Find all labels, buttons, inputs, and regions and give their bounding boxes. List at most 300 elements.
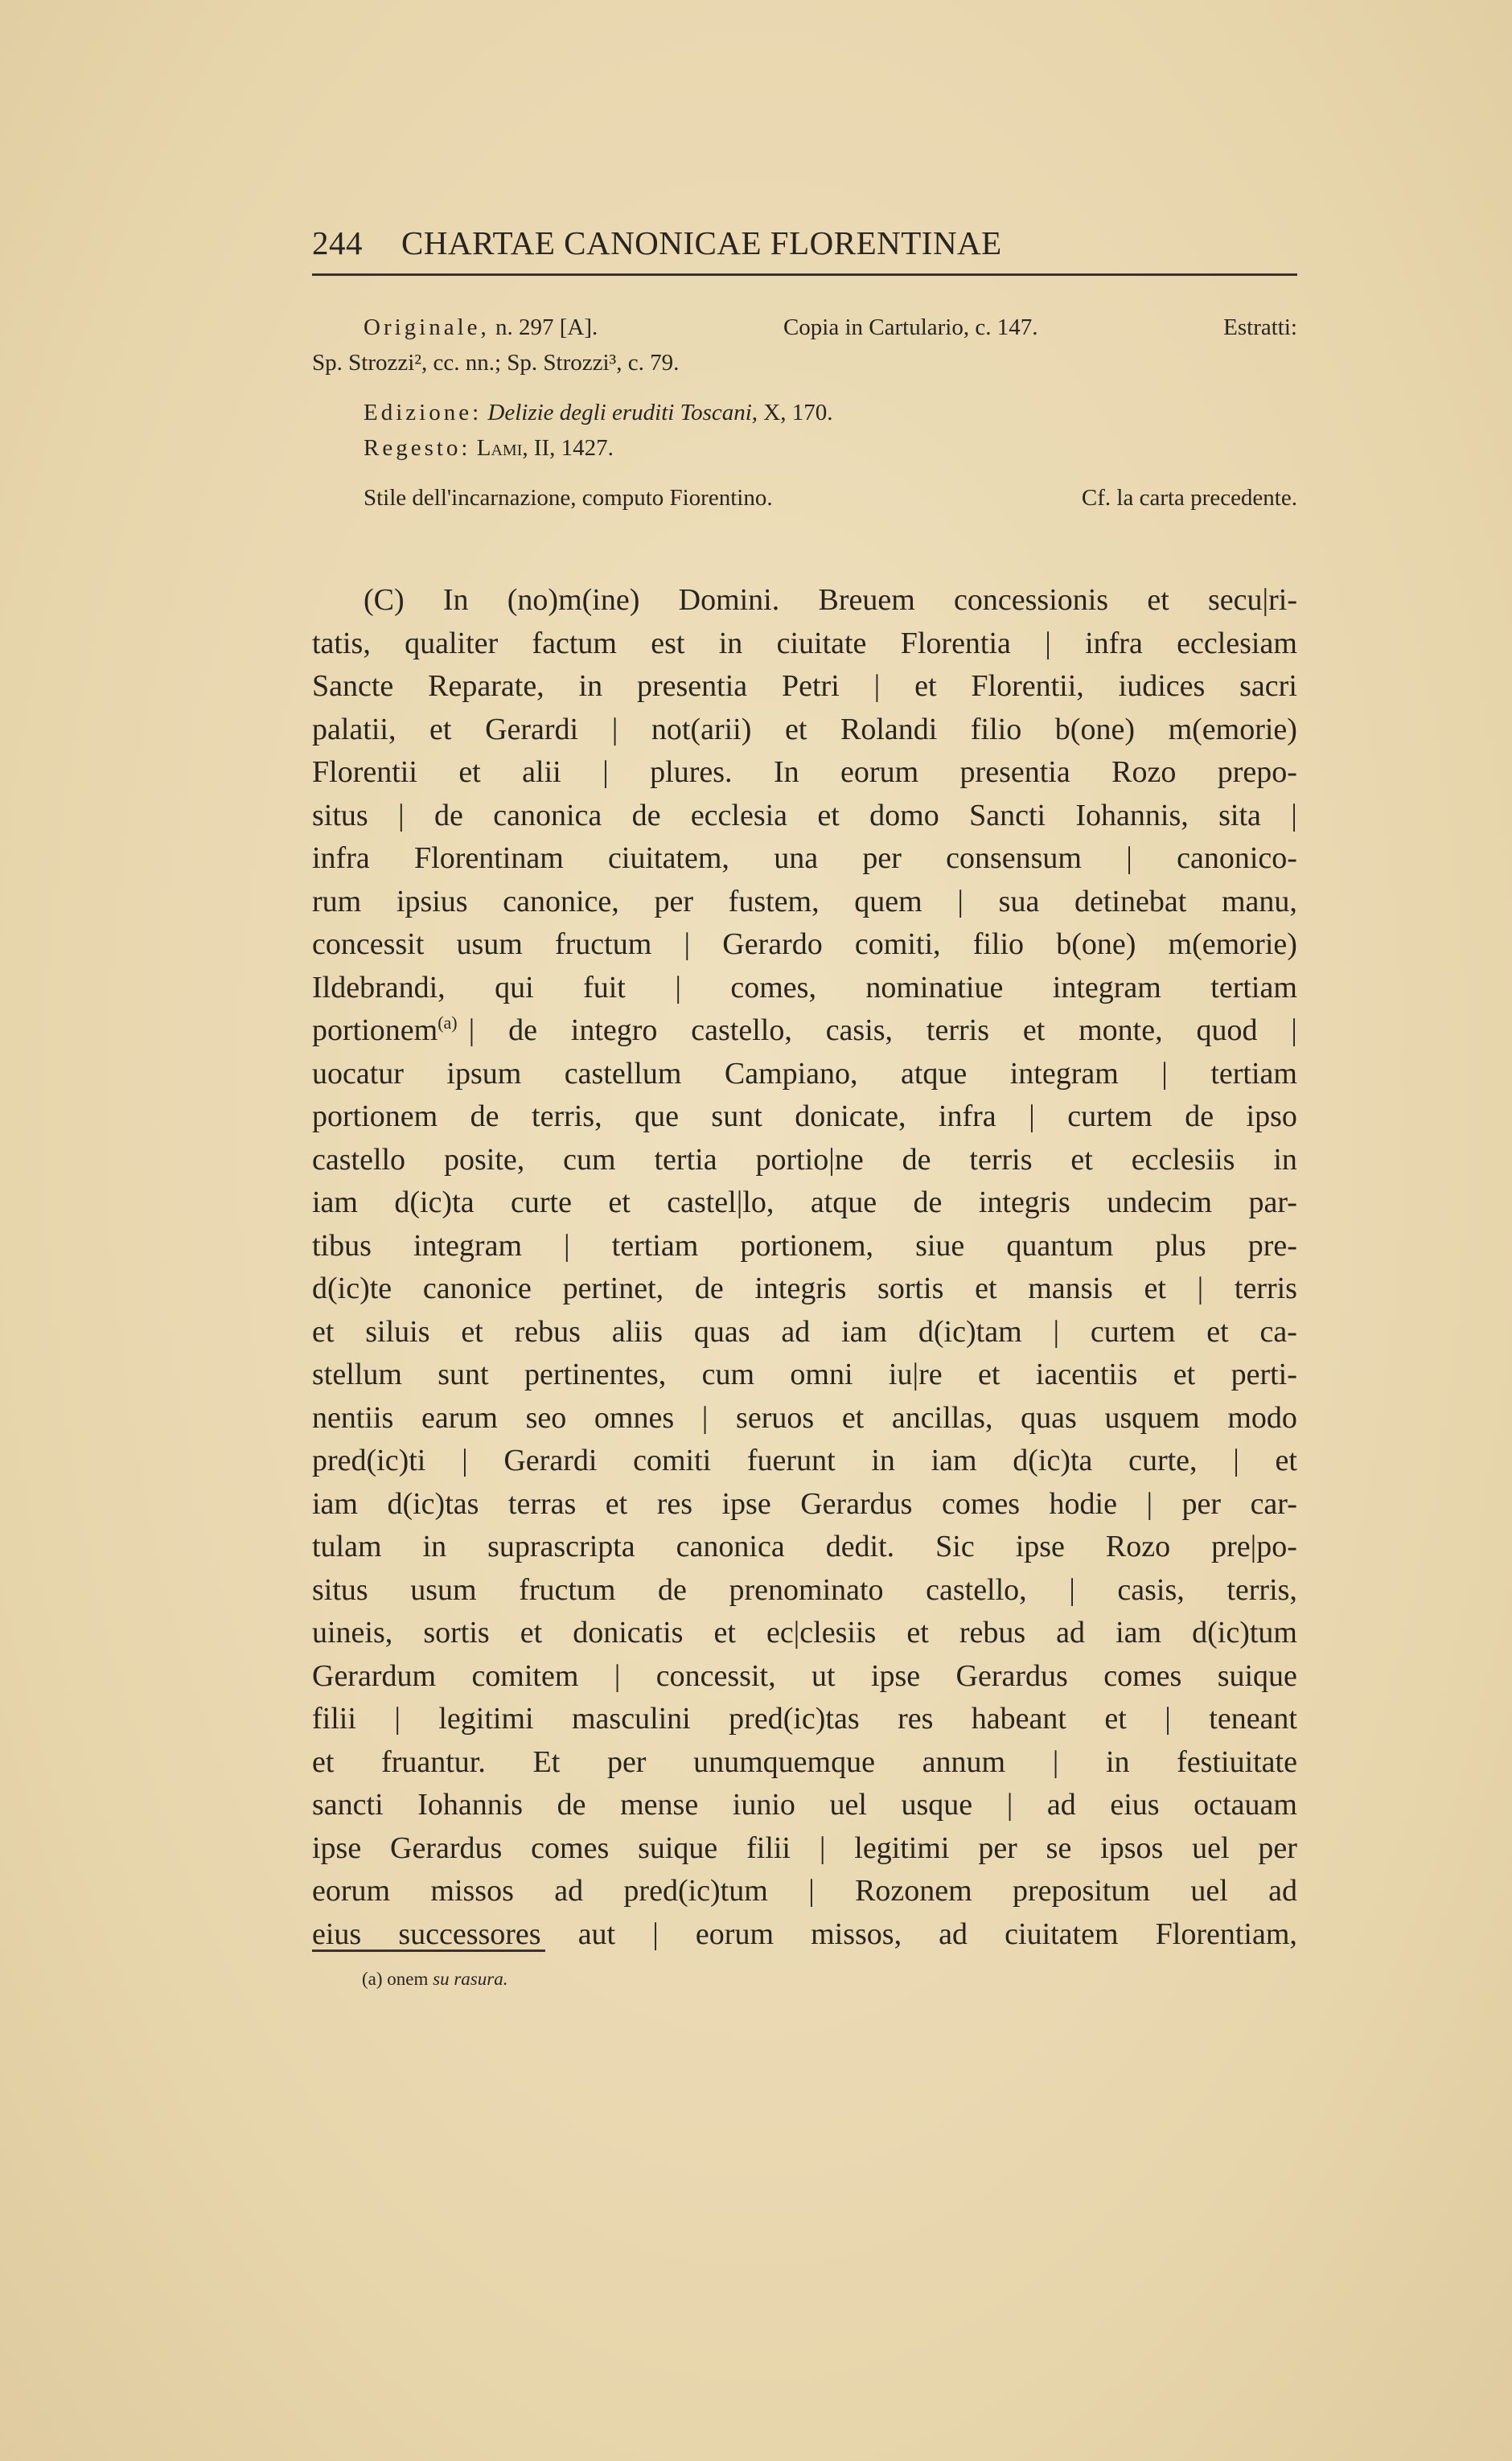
word: ad (939, 1917, 968, 1951)
word: Breuem (818, 583, 915, 617)
word: rum (312, 884, 362, 918)
word: aut (577, 1917, 616, 1951)
word: Sancti (969, 798, 1046, 832)
word: | (462, 1444, 468, 1477)
word: canonice (422, 1272, 532, 1305)
text-line (312, 1354, 1297, 1397)
word: et (1275, 1444, 1297, 1477)
word: Sancte (312, 669, 394, 703)
word: in (1273, 1142, 1297, 1177)
word: et (1173, 1358, 1196, 1391)
word: siue (915, 1228, 965, 1263)
text-line (312, 837, 1297, 881)
word: Campiano, (724, 1056, 858, 1091)
word: manu, (1221, 884, 1297, 918)
word: earum (421, 1400, 498, 1435)
word: atque (810, 1185, 877, 1219)
word: ad (1268, 1874, 1297, 1908)
estratti-label: Estratti: (1223, 314, 1297, 340)
word: canonica (493, 798, 602, 832)
word: et (1022, 1013, 1046, 1047)
word: de (694, 1272, 724, 1305)
word: ecclesiis (1131, 1142, 1235, 1177)
word: tertiam (1210, 1056, 1297, 1091)
word: | (614, 1658, 621, 1693)
word: pertinet, (562, 1272, 664, 1305)
word: per (654, 884, 693, 918)
text-line (312, 1397, 1297, 1440)
word: iu|re (888, 1358, 943, 1391)
word: siluis (365, 1314, 430, 1349)
word: ec|clesiis (766, 1616, 877, 1650)
word: omni (790, 1358, 853, 1391)
word: | (602, 755, 609, 789)
text-line (312, 1225, 1297, 1268)
word: | (1291, 1013, 1297, 1047)
word: comes (1103, 1658, 1182, 1693)
word: de (508, 1013, 537, 1047)
word: ipse (1015, 1530, 1065, 1563)
word: ut (811, 1658, 836, 1693)
word: portionem (312, 1099, 438, 1133)
page-number: 244 (312, 224, 363, 261)
word: plus (1155, 1228, 1206, 1263)
word: iudices (1118, 669, 1206, 703)
word: infra (938, 1099, 996, 1133)
word: ad (1046, 1788, 1076, 1822)
copia-text: Copia in Cartulario, c. 147. (783, 314, 1038, 340)
word: sita (1218, 798, 1261, 832)
word: palatii, (312, 712, 396, 746)
word: pred(ic)tum (623, 1874, 768, 1908)
word: integris (978, 1185, 1070, 1219)
word: situs (312, 1572, 368, 1607)
word: nominatiue (865, 970, 1004, 1005)
word: iam (312, 1185, 358, 1219)
word: sunt (438, 1358, 489, 1391)
word: par- (1248, 1185, 1297, 1219)
word: pre- (1247, 1228, 1297, 1263)
word: | (1052, 1744, 1059, 1779)
word: canonico- (1177, 841, 1297, 875)
word: | (808, 1874, 815, 1908)
word: filio (972, 927, 1025, 961)
word: ipse (312, 1830, 362, 1865)
word: d(ic)tas (387, 1486, 479, 1521)
word: integro (570, 1013, 658, 1047)
word: integram (1052, 970, 1161, 1005)
charter-text (312, 579, 1297, 1956)
word: annum (922, 1744, 1006, 1779)
edizione-label: Edizione: (364, 400, 483, 425)
word: donicatis (573, 1616, 684, 1650)
text-line (312, 795, 1297, 838)
word: m(emorie) (1168, 712, 1297, 746)
word: Petri (781, 669, 840, 703)
word: | (652, 1917, 659, 1951)
word: nentiis (312, 1400, 394, 1435)
text-line (312, 1267, 1297, 1311)
word: sortis (877, 1272, 944, 1305)
word: de (913, 1185, 943, 1219)
text-line (312, 1741, 1297, 1785)
running-title: CHARTAE CANONICAE FLORENTINAE (401, 224, 1002, 261)
word: usquem (1104, 1400, 1200, 1435)
word: ipsum (446, 1056, 522, 1091)
word: et (914, 669, 937, 703)
word: terras (507, 1486, 577, 1521)
word: Sic (935, 1530, 975, 1563)
word: integram (1009, 1056, 1119, 1091)
word: | (1053, 1314, 1060, 1349)
word: pred(ic)ti (312, 1444, 426, 1477)
word: successores (398, 1917, 541, 1951)
word: fructum (555, 927, 652, 961)
footnote-mark: (a) (362, 1969, 383, 1989)
word: castellum (564, 1056, 682, 1091)
word: castel|lo, (667, 1185, 774, 1219)
word: per (1258, 1830, 1297, 1865)
word: portio|ne (755, 1142, 864, 1177)
word: pre|po- (1211, 1530, 1297, 1563)
word: et (817, 798, 840, 832)
word: Florentii (312, 755, 417, 789)
word: | (1233, 1444, 1239, 1477)
word: | (394, 1702, 401, 1736)
word: plures. (650, 755, 733, 789)
edizione-line (312, 395, 1297, 430)
footnote-rule (312, 1949, 545, 1952)
word: car- (1250, 1486, 1297, 1521)
word: et (784, 712, 807, 746)
word: de (631, 798, 661, 832)
word: in (718, 626, 743, 660)
word: perti- (1231, 1358, 1297, 1391)
word: dedit. (825, 1530, 895, 1563)
word: sancti (312, 1788, 384, 1822)
text-line (312, 709, 1297, 752)
word: | (1165, 1702, 1171, 1736)
word: tatis, (312, 626, 371, 660)
text-line (312, 923, 1297, 967)
word: concessit, (655, 1658, 776, 1693)
word: fustem, (728, 884, 820, 918)
word: de (434, 798, 463, 832)
word: Domini. (678, 583, 780, 617)
word: fuerunt (746, 1444, 836, 1477)
word: Rozo (1111, 755, 1177, 789)
word: uel (1190, 1874, 1228, 1908)
word: terris, (532, 1099, 602, 1133)
word: | (675, 970, 681, 1005)
text-line (312, 1655, 1297, 1699)
word: Ildebrandi, (312, 970, 446, 1005)
word: | (398, 798, 405, 832)
word: et (608, 1185, 631, 1219)
word: b(one) (1054, 712, 1135, 746)
word: uocatur (312, 1056, 404, 1091)
word: | (1006, 1788, 1013, 1822)
word: consensum (946, 841, 1082, 875)
word: ad (1056, 1616, 1086, 1650)
text-line (312, 622, 1297, 666)
text-line (312, 1095, 1297, 1139)
word: integram (413, 1228, 522, 1263)
word: | (611, 712, 618, 746)
edizione-ref: X, 170. (763, 400, 833, 425)
regesto-label: Regesto: (364, 435, 471, 461)
word: fruantur. (381, 1744, 486, 1779)
word: Gerardus (800, 1486, 913, 1521)
text-line (312, 1612, 1297, 1655)
word: de (557, 1788, 586, 1822)
word: et (1070, 1142, 1093, 1177)
text-line (312, 1698, 1297, 1741)
word: missos (430, 1874, 514, 1908)
word: comes (531, 1830, 610, 1865)
word: rebus (514, 1314, 581, 1349)
word: sacri (1239, 669, 1297, 703)
word: m(emorie) (1168, 927, 1297, 961)
text-line (312, 1784, 1297, 1827)
originale-label: Originale, (364, 314, 490, 340)
word: omnes (594, 1400, 675, 1435)
word: suique (1217, 1658, 1297, 1693)
word: ciuitate (776, 626, 867, 660)
word: res (656, 1486, 693, 1521)
word: undecim (1107, 1185, 1213, 1219)
word: Florentinam (414, 841, 564, 875)
word: iacentiis (1035, 1358, 1138, 1391)
word: qualiter (405, 626, 499, 660)
word: cum (701, 1358, 755, 1391)
word: et (977, 1358, 1000, 1391)
word: factum (532, 626, 617, 660)
word: Et (532, 1744, 561, 1779)
word: et (312, 1744, 335, 1779)
word: Florentia (900, 626, 1011, 660)
word: modo (1227, 1400, 1297, 1435)
word: et (312, 1314, 335, 1349)
word: Gerardi (503, 1444, 598, 1477)
word: In (773, 755, 799, 789)
word: domo (869, 798, 939, 832)
word: Florentiam, (1155, 1917, 1297, 1951)
word: | (1029, 1099, 1035, 1133)
word: ipse (721, 1486, 771, 1521)
word: mansis (1028, 1272, 1113, 1305)
word: Gerardus (955, 1658, 1068, 1693)
estratti-line: Sp. Strozzi², cc. nn.; Sp. Strozzi³, c. 79. (312, 350, 680, 376)
word: d(ic)ta (1013, 1444, 1093, 1477)
word: | (1146, 1486, 1153, 1521)
word: unumquemque (693, 1744, 875, 1779)
word: quas (693, 1314, 750, 1349)
text-line-with-note (312, 1009, 1297, 1053)
word: et (1206, 1314, 1229, 1349)
word: masculini (571, 1702, 691, 1736)
word: curtem (1090, 1314, 1176, 1349)
word: suprascripta (487, 1530, 635, 1563)
word: in (422, 1530, 447, 1563)
originale-line (312, 310, 1297, 345)
word: canonice, (503, 884, 619, 918)
word: Gerardum (312, 1658, 437, 1693)
word: comiti, (854, 927, 941, 961)
word: Iohannis (417, 1788, 524, 1822)
word: eius (1110, 1788, 1160, 1822)
word: ecclesiam (1177, 626, 1297, 660)
word: de (658, 1572, 687, 1607)
word: detinebat (1074, 884, 1187, 918)
text-line (312, 1053, 1297, 1096)
word: in (578, 669, 603, 703)
word: casis, (1117, 1572, 1185, 1607)
word: et (1144, 1272, 1166, 1305)
word: quantum (1006, 1228, 1114, 1263)
word: | (819, 1830, 826, 1865)
word: de (902, 1142, 931, 1177)
word: prenominato (729, 1572, 884, 1607)
word: d(ic)tam (918, 1314, 1022, 1349)
word: comiti (633, 1444, 712, 1477)
word: iam (312, 1486, 358, 1521)
word: casis, (825, 1013, 894, 1047)
word: ipse (870, 1658, 921, 1693)
originale-text: n. 297 [A]. (495, 314, 598, 340)
word: | (1197, 1272, 1204, 1305)
word: donicate, (795, 1099, 906, 1133)
word: | (468, 1013, 475, 1047)
word: presentia (959, 755, 1070, 789)
word: quod (1196, 1013, 1258, 1047)
word: comes (941, 1486, 1021, 1521)
word: | (1069, 1572, 1075, 1607)
word: | (684, 927, 691, 961)
stile-line (312, 480, 1297, 516)
word: et (461, 1314, 483, 1349)
word: terris (969, 1142, 1033, 1177)
word: In (442, 583, 469, 617)
word: de (470, 1099, 499, 1133)
word: portionem, (740, 1228, 874, 1263)
word: eius (312, 1917, 362, 1951)
word: situs (312, 798, 368, 832)
text-line (312, 1526, 1297, 1569)
word: (no)m(ine) (507, 583, 640, 617)
word: eorum (695, 1917, 774, 1951)
text-line (312, 1870, 1297, 1913)
word: canonica (676, 1530, 785, 1563)
word: et (906, 1616, 929, 1650)
word: tertiam (611, 1228, 699, 1263)
word: | (564, 1228, 570, 1263)
word: festiuitate (1177, 1744, 1297, 1779)
word: et (713, 1616, 736, 1650)
word: iam (1116, 1616, 1162, 1650)
word: per (978, 1830, 1017, 1865)
word: castello, (926, 1572, 1027, 1607)
word: prepo- (1217, 755, 1297, 789)
word: | (1291, 798, 1297, 832)
edizione-title: Delizie degli eruditi Toscani, (487, 400, 758, 425)
word: eorum (840, 755, 919, 789)
cf-text: Cf. la carta precedente. (1081, 485, 1297, 511)
word: suique (638, 1830, 718, 1865)
word: teneant (1209, 1702, 1297, 1736)
text-line (312, 579, 1297, 622)
word: | (1126, 841, 1132, 875)
text-line (312, 1139, 1297, 1182)
word: | (957, 884, 963, 918)
word: quem (854, 884, 922, 918)
word: usque (901, 1788, 973, 1822)
word: se (1046, 1830, 1072, 1865)
word: Gerardi (485, 712, 579, 746)
word: iunio (732, 1788, 795, 1822)
word: ipsius (396, 884, 468, 918)
stile-text: Stile dell'incarnazione, computo Fiorentino. (364, 485, 773, 511)
regesto-line (312, 430, 1297, 466)
regesto-ref: II, 1427. (533, 435, 614, 461)
word: et (458, 755, 481, 789)
word: que (635, 1099, 679, 1133)
word: per (862, 841, 902, 875)
word: d(ic)ta (394, 1185, 475, 1219)
word: concessit (312, 927, 425, 961)
word: monte, (1079, 1013, 1163, 1047)
word: et (520, 1616, 543, 1650)
word: ipso (1246, 1099, 1297, 1133)
word: ecclesia (690, 798, 788, 832)
word: fructum (519, 1572, 616, 1607)
word: eorum (312, 1874, 391, 1908)
word: et (1104, 1702, 1127, 1736)
word: Rolandi (840, 712, 938, 746)
word: ciuitatem (1005, 1917, 1119, 1951)
word: curte, (1128, 1444, 1198, 1477)
word: seo (525, 1400, 567, 1435)
text-line-rest (469, 1009, 1297, 1053)
word: not(arii) (651, 712, 752, 746)
text-line (312, 1311, 1297, 1354)
footnote-ref: (a) (438, 1013, 458, 1033)
running-head (312, 224, 1297, 276)
word: comes, (730, 970, 816, 1005)
word: legitimi (438, 1702, 534, 1736)
word: presentia (636, 669, 748, 703)
word: integris (754, 1272, 847, 1305)
word: Reparate, (428, 669, 544, 703)
word: concessionis (954, 583, 1109, 617)
word: Rozonem (855, 1874, 972, 1908)
word: octauam (1194, 1788, 1297, 1822)
word: prepositum (1013, 1874, 1151, 1908)
word: b(one) (1056, 927, 1136, 961)
word: terris (926, 1013, 989, 1047)
word: habeant (971, 1702, 1066, 1736)
word: atque (901, 1056, 968, 1091)
word: cum (563, 1142, 616, 1177)
word: res (898, 1702, 934, 1736)
word: fuit (583, 970, 626, 1005)
word: | (873, 669, 881, 703)
word: Gerardus (390, 1830, 503, 1865)
word: terris (1234, 1272, 1297, 1305)
word: filii (312, 1702, 356, 1736)
word: tulam (312, 1530, 382, 1563)
critical-apparatus (312, 310, 1297, 516)
